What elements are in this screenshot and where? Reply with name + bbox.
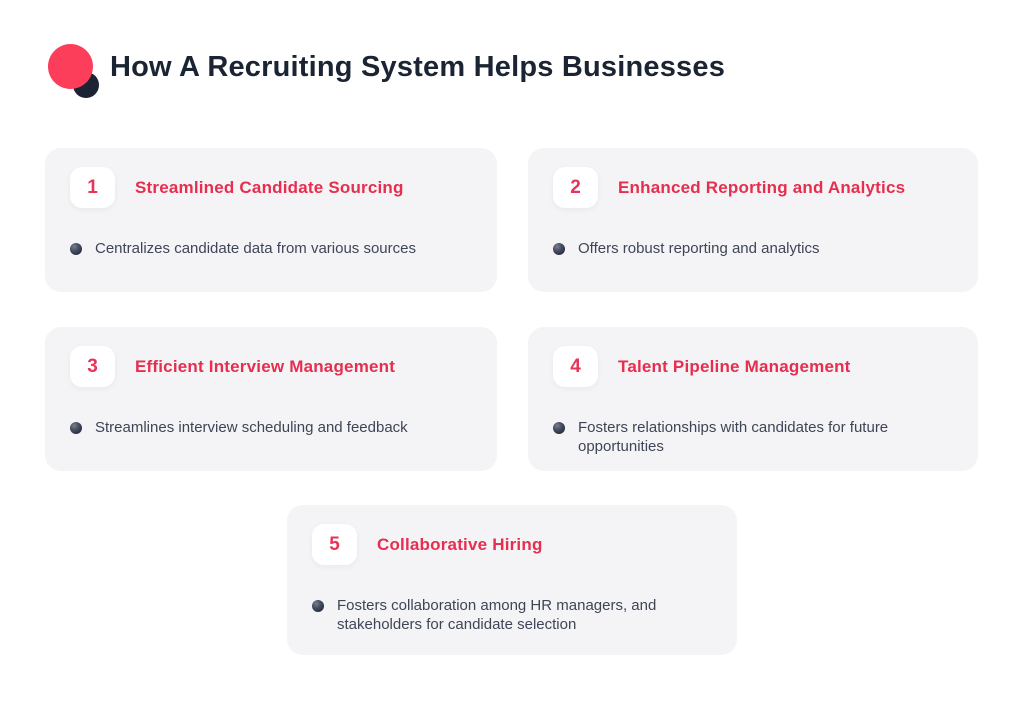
- bullet-dot-icon: [553, 422, 565, 434]
- two-dots-logo-icon: [48, 44, 108, 98]
- card-title: Efficient Interview Management: [135, 356, 396, 376]
- card-number-badge: 2: [553, 167, 598, 208]
- card-description: Fosters relationships with candidates for future opportunities: [578, 419, 889, 455]
- card-title: Enhanced Reporting and Analytics: [618, 177, 906, 197]
- card-description: Offers robust reporting and analytics: [578, 240, 820, 257]
- logo-pink-dot: [48, 44, 93, 89]
- bullet-dot-icon: [70, 243, 82, 255]
- card-description: Centralizes candidate data from various sources: [95, 240, 416, 257]
- card-enhanced-reporting-and-analytics: [528, 148, 978, 292]
- bullet-dot-icon: [312, 600, 324, 612]
- card-header: [553, 167, 953, 208]
- card-number-badge: 3: [70, 346, 115, 387]
- card-number-badge: 1: [70, 167, 115, 208]
- bullet-dot-icon: [553, 243, 565, 255]
- card-collaborative-hiring: [287, 505, 737, 655]
- card-header: [312, 524, 712, 565]
- card-title: Collaborative Hiring: [377, 534, 543, 554]
- card-description: Streamlines interview scheduling and feedback: [95, 419, 408, 436]
- card-header: [553, 346, 953, 387]
- bullet-dot-icon: [70, 422, 82, 434]
- card-bullet-row: [553, 239, 953, 258]
- page-title: How A Recruiting System Helps Businesses: [110, 51, 726, 83]
- card-efficient-interview-management: [45, 327, 497, 471]
- card-header: [70, 346, 472, 387]
- card-number-badge: 4: [553, 346, 598, 387]
- card-bullet-row: [70, 239, 472, 258]
- card-bullet-row: [553, 418, 953, 456]
- card-title: Streamlined Candidate Sourcing: [135, 177, 404, 197]
- card-bullet-row: [312, 596, 712, 634]
- card-number-badge: 5: [312, 524, 357, 565]
- card-streamlined-candidate-sourcing: [45, 148, 497, 292]
- card-title: Talent Pipeline Management: [618, 356, 851, 376]
- card-talent-pipeline-management: [528, 327, 978, 471]
- card-bullet-row: [70, 418, 472, 437]
- card-header: [70, 167, 472, 208]
- card-description: Fosters collaboration among HR managers, and stakeholders for candidate selection: [337, 597, 657, 633]
